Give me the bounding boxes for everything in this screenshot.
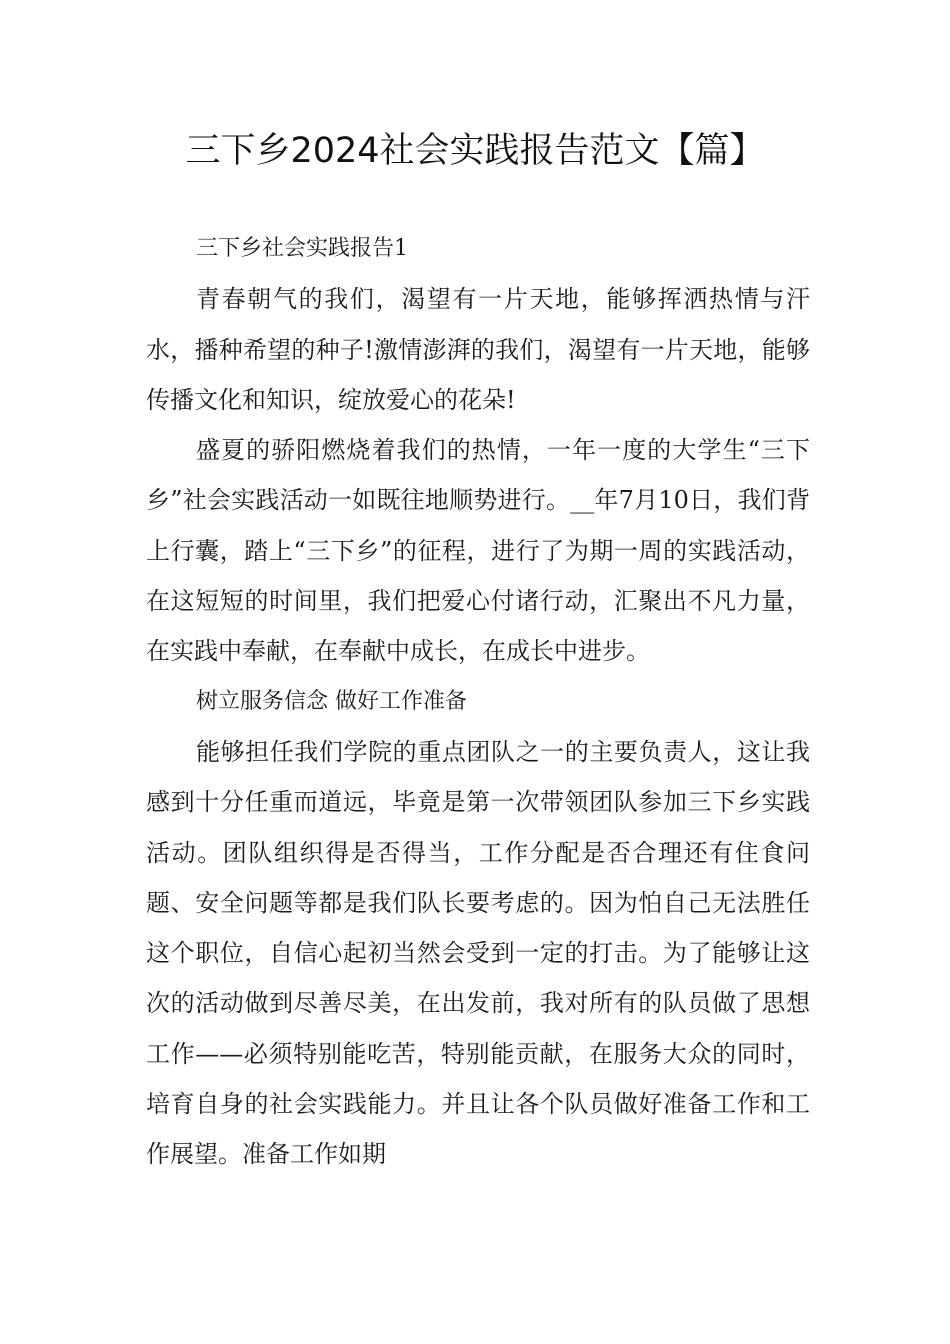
document-title: 三下乡2024社会实践报告范文【篇】 [185,131,765,171]
section-heading: 三下乡社会实践报告1 [196,236,408,261]
paragraph: 能够担任我们学院的重点团队之一的主要负责人，这让我感到十分任重而道远，毕竟是第一次带领团队参加三下乡实践活动。团队组织得是否得当，工作分配是否合理还有住食问题、安全问题等都是我们队长要考虑的。因为怕自己无法胜任这个职位，自信心起初当然会受到一定的打击。为了能够让这次的活动做到尽善尽美，在出发前，我对所有的队员做了思想工作——必须特别能吃苦，特别能贡献，在服务大众的同时，培育自身的社会实践能力。并且让各个队员做好准备工作和工作展望。准备工作如期 [146,737,810,1169]
paragraph: 青春朝气的我们，渴望有一片天地，能够挥洒热情与汗水，播种希望的种子!激情澎湃的我们，渴望有一片天地，能够传播文化和知识，绽放爱心的花朵! [146,285,810,414]
paragraph: 盛夏的骄阳燃烧着我们的热情，一年一度的大学生“三下乡”社会实践活动一如既往地顺势进行。__年7月10日，我们背上行囊，踏上“三下乡”的征程，进行了为期一周的实践活动，在这短短的时间里，我们把爱心付诸行动，汇聚出不凡力量，在实践中奉献，在奉献中成长，在成长中进步。 [146,436,810,666]
document-body [146,224,810,1180]
section-heading: 树立服务信念 做好工作准备 [196,688,467,714]
